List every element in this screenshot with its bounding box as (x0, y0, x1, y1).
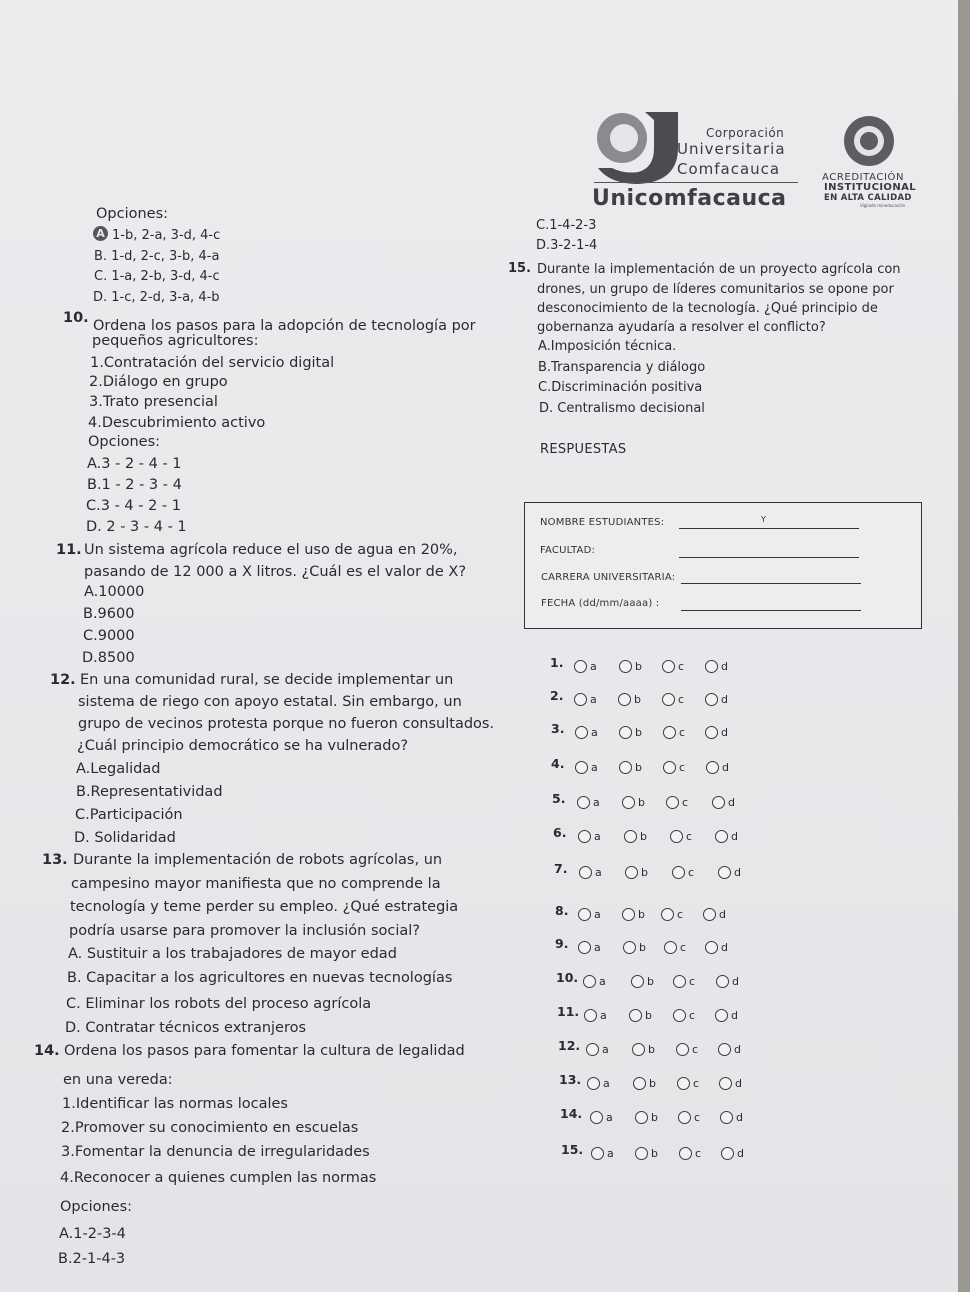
answer-row (558, 1038, 758, 1056)
bubble-letter: b (635, 660, 642, 673)
answer-bubble-d[interactable] (718, 862, 741, 881)
bubble-circle-icon (577, 796, 590, 809)
q13-text-4: podría usarse para promover la inclusión social? (69, 923, 420, 939)
bubble-circle-icon (574, 693, 587, 706)
bubble-circle-icon (625, 866, 638, 879)
answer-bubble-a[interactable] (574, 656, 597, 675)
answer-row (550, 688, 750, 706)
q9-selected-mark-letter: A (96, 227, 105, 240)
bubble-circle-icon (718, 866, 731, 879)
q11-option-d: D.8500 (82, 650, 135, 666)
bubble-circle-icon (629, 1009, 642, 1022)
q14-step-1: 1.Identificar las normas locales (62, 1096, 288, 1112)
answer-bubble-b[interactable] (619, 722, 642, 741)
bubble-circle-icon (635, 1147, 648, 1160)
q12-option-b: B.Representatividad (76, 784, 223, 800)
bubble-letter: a (593, 796, 600, 809)
bubble-letter: c (677, 908, 684, 921)
bubble-circle-icon (575, 761, 588, 774)
career-field[interactable] (681, 583, 861, 584)
q10-text-2: pequeños agricultores: (92, 333, 259, 349)
bubble-letter: c (682, 796, 689, 809)
bubble-circle-icon (712, 796, 725, 809)
q14-step-3: 3.Fomentar la denuncia de irregularidades (61, 1144, 370, 1160)
answer-bubble-d[interactable] (716, 971, 739, 990)
bubble-letter: d (731, 830, 738, 843)
answer-bubble-a[interactable] (574, 689, 597, 708)
bubble-letter: b (635, 761, 642, 774)
bubble-circle-icon (633, 1077, 646, 1090)
q10-option-d: D. 2 - 3 - 4 - 1 (86, 519, 187, 535)
q15-option-b: B.Transparencia y diálogo (538, 360, 706, 375)
answer-row (552, 791, 752, 809)
bubble-letter: c (692, 1043, 699, 1056)
q9-selected-mark (93, 226, 108, 241)
q13-text-3: tecnología y teme perder su empleo. ¿Qué estrategia (70, 899, 459, 915)
accreditation-line-3: EN ALTA CALIDAD (824, 193, 912, 203)
q14-step-4: 4.Reconocer a quienes cumplen las normas (60, 1170, 377, 1186)
answer-number: 9. (555, 936, 569, 951)
bubble-letter: a (602, 1043, 609, 1056)
bubble-circle-icon (705, 941, 718, 954)
bubble-letter: a (599, 975, 606, 988)
q12-option-a: A.Legalidad (76, 761, 161, 777)
bubble-circle-icon (631, 975, 644, 988)
answer-bubble-c[interactable] (663, 722, 685, 741)
q13-option-d: D. Contratar técnicos extranjeros (65, 1020, 307, 1036)
answer-row (550, 655, 750, 673)
bubble-letter: a (590, 660, 597, 673)
q10-options-label: Opciones: (88, 434, 161, 450)
answer-bubble-a[interactable] (586, 1039, 609, 1058)
logo-divider (594, 182, 798, 183)
answer-bubble-b[interactable] (622, 904, 645, 923)
answer-bubble-a[interactable] (578, 937, 601, 956)
bubble-circle-icon (721, 1147, 734, 1160)
career-label: CARRERA UNIVERSITARIA: (541, 572, 676, 583)
bubble-letter: d (721, 693, 728, 706)
q9-option-a: 1-b, 2-a, 3-d, 4-c (112, 228, 221, 243)
q10-step-4: 4.Descubrimiento activo (88, 415, 266, 431)
answer-bubble-c[interactable] (672, 862, 694, 881)
answer-number: 1. (550, 655, 564, 670)
bubble-circle-icon (661, 908, 674, 921)
bubble-circle-icon (705, 693, 718, 706)
answer-bubble-a[interactable] (587, 1073, 610, 1092)
bubble-circle-icon (663, 761, 676, 774)
q14-text-2: en una vereda: (63, 1072, 173, 1088)
answer-bubble-b[interactable] (625, 862, 648, 881)
bubble-letter: c (680, 941, 687, 954)
bubble-letter: d (721, 941, 728, 954)
bubble-letter: c (679, 761, 686, 774)
bubble-letter: d (722, 761, 729, 774)
bubble-letter: c (688, 866, 695, 879)
answer-bubble-c[interactable] (679, 1143, 701, 1162)
bubble-letter: d (732, 975, 739, 988)
bubble-letter: b (645, 1009, 652, 1022)
answers-title: RESPUESTAS (540, 442, 627, 457)
answer-bubble-d[interactable] (715, 826, 738, 845)
bubble-circle-icon (574, 660, 587, 673)
q14-text-1: Ordena los pasos para fomentar la cultura de legalidad (64, 1043, 465, 1059)
answer-bubble-a[interactable] (575, 722, 598, 741)
q11-option-b: B.9600 (83, 606, 135, 622)
q12-option-d: D. Solidaridad (74, 830, 176, 846)
bubble-letter: a (606, 1111, 613, 1124)
q15-number: 15. (508, 261, 532, 276)
bubble-letter: b (640, 830, 647, 843)
bubble-letter: d (728, 796, 735, 809)
q15-text-4: gobernanza ayudaría a resolver el conflicto? (537, 320, 826, 335)
answer-bubble-d[interactable] (703, 904, 726, 923)
answer-bubble-d[interactable] (715, 1005, 738, 1024)
answer-number: 8. (555, 903, 569, 918)
bubble-circle-icon (635, 1111, 648, 1124)
bubble-letter: b (638, 796, 645, 809)
q14-option-b: B.2-1-4-3 (58, 1251, 126, 1267)
date-field[interactable] (681, 610, 861, 611)
answer-bubble-c[interactable] (663, 757, 685, 776)
bubble-circle-icon (706, 761, 719, 774)
q9-options-label: Opciones: (96, 206, 169, 222)
bubble-circle-icon (619, 660, 632, 673)
answer-bubble-b[interactable] (631, 971, 654, 990)
answer-bubble-b[interactable] (629, 1005, 652, 1024)
bubble-circle-icon (662, 660, 675, 673)
answer-row (551, 721, 751, 739)
answer-bubble-c[interactable] (673, 1005, 695, 1024)
q10-text-1: Ordena los pasos para la adopción de tecnología por (93, 318, 476, 334)
bubble-circle-icon (705, 726, 718, 739)
bubble-letter: c (689, 975, 696, 988)
bubble-circle-icon (632, 1043, 645, 1056)
q12-number: 12. (50, 672, 76, 688)
answer-bubble-b[interactable] (623, 937, 646, 956)
answer-bubble-a[interactable] (577, 792, 600, 811)
bubble-letter: c (689, 1009, 696, 1022)
bubble-letter: b (651, 1111, 658, 1124)
answer-bubble-c[interactable] (677, 1073, 699, 1092)
answer-bubble-c[interactable] (676, 1039, 698, 1058)
logo-brand: Unicomfacauca (592, 186, 787, 211)
bubble-circle-icon (623, 941, 636, 954)
bubble-letter: c (694, 1111, 701, 1124)
answer-bubble-d[interactable] (718, 1039, 741, 1058)
answer-bubble-d[interactable] (719, 1073, 742, 1092)
bubble-letter: a (600, 1009, 607, 1022)
answer-row (559, 1072, 759, 1090)
students-field[interactable] (679, 528, 859, 529)
q15-text-3: desconocimiento de la tecnología. ¿Qué principio de (537, 301, 878, 316)
bubble-circle-icon (715, 830, 728, 843)
answer-row (561, 1142, 761, 1160)
q11-option-c: C.9000 (83, 628, 135, 644)
bubble-circle-icon (583, 975, 596, 988)
q11-option-a: A.10000 (84, 584, 145, 600)
bubble-circle-icon (575, 726, 588, 739)
answer-bubble-d[interactable] (721, 1143, 744, 1162)
answer-number: 6. (553, 825, 567, 840)
answer-bubble-c[interactable] (664, 937, 686, 956)
bubble-letter: c (695, 1147, 702, 1160)
bubble-circle-icon (624, 830, 637, 843)
answer-bubble-b[interactable] (619, 757, 642, 776)
bubble-circle-icon (587, 1077, 600, 1090)
bubble-letter: b (635, 726, 642, 739)
answer-bubble-b[interactable] (633, 1073, 656, 1092)
answer-number: 15. (561, 1142, 584, 1157)
bubble-letter: a (591, 726, 598, 739)
bubble-letter: a (590, 693, 597, 706)
answer-bubble-a[interactable] (583, 971, 606, 990)
answer-row (555, 903, 755, 921)
bubble-circle-icon (619, 761, 632, 774)
bubble-letter: d (719, 908, 726, 921)
q14-number: 14. (34, 1043, 60, 1059)
answer-number: 7. (554, 861, 568, 876)
bubble-letter: b (649, 1077, 656, 1090)
answer-bubble-a[interactable] (591, 1143, 614, 1162)
bubble-circle-icon (679, 1147, 692, 1160)
q12-text-1: En una comunidad rural, se decide implementar un (80, 672, 454, 688)
q10-option-a: A.3 - 2 - 4 - 1 (87, 456, 182, 472)
q10-step-1: 1.Contratación del servicio digital (90, 355, 335, 371)
q12-text-3: grupo de vecinos protesta porque no fueron consultados. (78, 716, 495, 732)
bubble-circle-icon (715, 1009, 728, 1022)
q13-number: 13. (42, 852, 68, 868)
bubble-letter: d (731, 1009, 738, 1022)
bubble-circle-icon (663, 726, 676, 739)
q13-text-2: campesino mayor manifiesta que no comprende la (71, 876, 441, 892)
bubble-letter: d (735, 1077, 742, 1090)
answer-bubble-a[interactable] (575, 757, 598, 776)
answer-bubble-d[interactable] (712, 792, 735, 811)
students-label: NOMBRE ESTUDIANTES: (540, 517, 665, 528)
logo-line-2: Universitaria (677, 140, 786, 158)
logo-line-3: Comfacauca (677, 160, 781, 178)
bubble-circle-icon (622, 908, 635, 921)
bubble-circle-icon (664, 941, 677, 954)
q10-option-b: B.1 - 2 - 3 - 4 (87, 477, 182, 493)
bubble-letter: d (721, 726, 728, 739)
answer-bubble-b[interactable] (635, 1143, 658, 1162)
answer-number: 13. (559, 1072, 582, 1087)
faculty-field[interactable] (679, 557, 859, 558)
bubble-circle-icon (618, 693, 631, 706)
bubble-circle-icon (720, 1111, 733, 1124)
faculty-label: FACULTAD: (540, 545, 596, 556)
answer-number: 2. (550, 688, 564, 703)
answer-bubble-a[interactable] (578, 904, 601, 923)
bubble-letter: d (736, 1111, 743, 1124)
bubble-letter: b (638, 908, 645, 921)
accreditation-line-4: Vigilado mineducación (860, 203, 906, 208)
q15-text-1: Durante la implementación de un proyecto agrícola con (537, 262, 901, 277)
bubble-circle-icon (676, 1043, 689, 1056)
bubble-letter: b (648, 1043, 655, 1056)
bubble-letter: a (595, 866, 602, 879)
answer-number: 3. (551, 721, 565, 736)
answer-row (556, 970, 756, 988)
q12-text-4: ¿Cuál principio democrático se ha vulnerado? (77, 738, 409, 754)
answer-bubble-b[interactable] (618, 689, 641, 708)
bubble-letter: b (647, 975, 654, 988)
answer-row (560, 1106, 760, 1124)
accreditation-seal-icon (844, 116, 894, 166)
bubble-circle-icon (619, 726, 632, 739)
answer-bubble-a[interactable] (584, 1005, 607, 1024)
bubble-circle-icon (578, 830, 591, 843)
bubble-letter: c (686, 830, 693, 843)
answer-bubble-c[interactable] (662, 656, 684, 675)
answer-bubble-b[interactable] (635, 1107, 658, 1126)
answer-row (557, 1004, 757, 1022)
q13-text-1: Durante la implementación de robots agrícolas, un (73, 852, 443, 868)
q15-text-2: drones, un grupo de líderes comunitarios se opone por (537, 282, 894, 297)
bubble-circle-icon (622, 796, 635, 809)
bubble-letter: d (737, 1147, 744, 1160)
logo-mark-icon (590, 108, 690, 188)
bubble-circle-icon (590, 1111, 603, 1124)
bubble-circle-icon (662, 693, 675, 706)
q10-option-c: C.3 - 4 - 2 - 1 (86, 498, 181, 514)
bubble-circle-icon (718, 1043, 731, 1056)
answer-bubble-d[interactable] (705, 722, 728, 741)
accreditation-line-2: INSTITUCIONAL (824, 182, 917, 193)
answer-bubble-b[interactable] (632, 1039, 655, 1058)
q12-option-c: C.Participación (75, 807, 183, 823)
bubble-letter: b (651, 1147, 658, 1160)
bubble-letter: a (594, 908, 601, 921)
answer-row (554, 861, 754, 879)
q13-option-c: C. Eliminar los robots del proceso agrícola (66, 996, 372, 1012)
date-label: FECHA (dd/mm/aaaa) : (541, 598, 660, 609)
answer-number: 5. (552, 791, 566, 806)
q14-option-c: C.1-4-2-3 (536, 218, 597, 233)
bubble-circle-icon (578, 908, 591, 921)
q9-option-b: B. 1-d, 2-c, 3-b, 4-a (94, 249, 220, 264)
bubble-letter: a (594, 830, 601, 843)
answer-row (553, 825, 753, 843)
answer-bubble-c[interactable] (662, 689, 684, 708)
q11-number: 11. (56, 542, 82, 558)
accreditation-line-1: ACREDITACIÓN (822, 172, 905, 183)
bubble-circle-icon (591, 1147, 604, 1160)
q14-options-label: Opciones: (60, 1199, 133, 1215)
bubble-circle-icon (673, 975, 686, 988)
bubble-circle-icon (670, 830, 683, 843)
bubble-circle-icon (579, 866, 592, 879)
answer-number: 14. (560, 1106, 583, 1121)
answer-number: 11. (557, 1004, 580, 1019)
q9-option-d: D. 1-c, 2-d, 3-a, 4-b (93, 290, 220, 305)
q13-option-a: A. Sustituir a los trabajadores de mayor edad (68, 946, 397, 962)
bubble-circle-icon (578, 941, 591, 954)
q9-option-c: C. 1-a, 2-b, 3-d, 4-c (94, 269, 220, 284)
q10-number: 10. (63, 310, 89, 326)
answer-bubble-c[interactable] (673, 971, 695, 990)
bubble-letter: c (678, 660, 685, 673)
q14-option-a: A.1-2-3-4 (59, 1226, 126, 1242)
q15-option-c: C.Discriminación positiva (538, 380, 703, 395)
answer-bubble-d[interactable] (706, 757, 729, 776)
bubble-letter: a (594, 941, 601, 954)
q11-text-2: pasando de 12 000 a X litros. ¿Cuál es el valor de X? (84, 564, 467, 580)
bubble-letter: d (734, 1043, 741, 1056)
answer-bubble-d[interactable] (705, 937, 728, 956)
bubble-circle-icon (705, 660, 718, 673)
q13-option-b: B. Capacitar a los agricultores en nuevas tecnologías (67, 970, 453, 986)
q10-step-3: 3.Trato presencial (89, 394, 218, 410)
logo-line-1: Corporación (706, 126, 785, 140)
bubble-letter: a (591, 761, 598, 774)
bubble-circle-icon (716, 975, 729, 988)
bubble-circle-icon (586, 1043, 599, 1056)
answer-bubble-d[interactable] (705, 656, 728, 675)
bubble-circle-icon (719, 1077, 732, 1090)
bubble-letter: c (678, 693, 685, 706)
bubble-circle-icon (673, 1009, 686, 1022)
student-info-box (524, 502, 922, 629)
answer-bubble-a[interactable] (579, 862, 602, 881)
bubble-letter: c (679, 726, 686, 739)
bubble-circle-icon (666, 796, 679, 809)
q12-text-2: sistema de riego con apoyo estatal. Sin embargo, un (78, 694, 462, 710)
q14-option-d: D.3-2-1-4 (536, 238, 598, 253)
answer-number: 4. (551, 756, 565, 771)
bubble-circle-icon (703, 908, 716, 921)
bubble-circle-icon (584, 1009, 597, 1022)
bubble-letter: a (607, 1147, 614, 1160)
q11-text-1: Un sistema agrícola reduce el uso de agua en 20%, (84, 542, 458, 558)
bubble-circle-icon (678, 1111, 691, 1124)
answer-bubble-b[interactable] (619, 656, 642, 675)
bubble-letter: c (693, 1077, 700, 1090)
q10-step-2: 2.Diálogo en grupo (89, 374, 228, 390)
answer-number: 10. (556, 970, 579, 985)
answer-bubble-c[interactable] (670, 826, 692, 845)
bubble-letter: b (641, 866, 648, 879)
students-field-mark: Y (761, 515, 767, 524)
bubble-circle-icon (672, 866, 685, 879)
answer-bubble-b[interactable] (622, 792, 645, 811)
bubble-letter: b (634, 693, 641, 706)
answer-row (555, 936, 755, 954)
answer-bubble-c[interactable] (678, 1107, 700, 1126)
q15-option-a: A.Imposición técnica. (538, 339, 677, 354)
q15-option-d: D. Centralismo decisional (539, 401, 705, 416)
bubble-circle-icon (677, 1077, 690, 1090)
answer-bubble-a[interactable] (590, 1107, 613, 1126)
bubble-letter: a (603, 1077, 610, 1090)
answer-bubble-d[interactable] (720, 1107, 743, 1126)
answer-bubble-a[interactable] (578, 826, 601, 845)
q14-step-2: 2.Promover su conocimiento en escuelas (61, 1120, 359, 1136)
answer-row (551, 756, 751, 774)
answer-bubble-d[interactable] (705, 689, 728, 708)
answer-bubble-b[interactable] (624, 826, 647, 845)
answer-number: 12. (558, 1038, 581, 1053)
answer-bubble-c[interactable] (666, 792, 688, 811)
bubble-letter: d (721, 660, 728, 673)
bubble-letter: b (639, 941, 646, 954)
bubble-letter: d (734, 866, 741, 879)
answer-bubble-c[interactable] (661, 904, 683, 923)
